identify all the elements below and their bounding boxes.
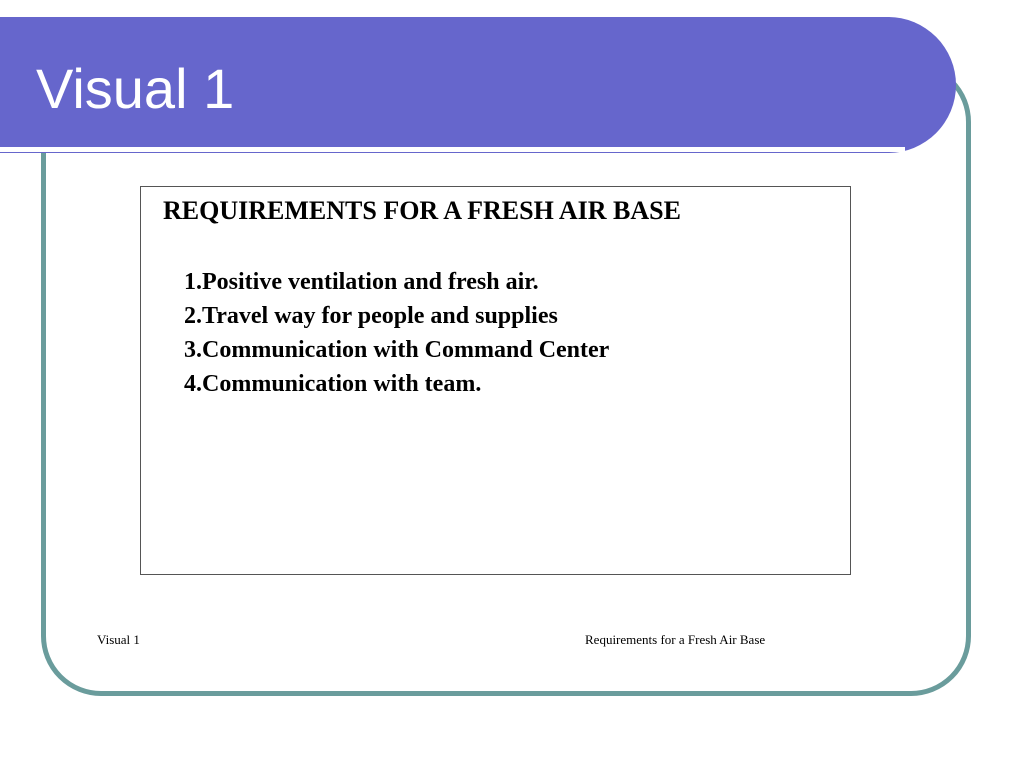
footer-left-text: Visual 1 [97,632,140,647]
requirement-item: 1.Positive ventilation and fresh air. [184,269,539,295]
requirements-list [184,265,609,401]
footer-right-text: Requirements for a Fresh Air Base [585,632,766,647]
title-bar [0,17,956,153]
requirement-item: 2.Travel way for people and supplies [184,303,558,329]
title-underline [0,147,905,152]
requirement-item: 3.Communication with Command Center [184,337,610,363]
slide-title: Visual 1 [36,57,235,120]
requirements-box [140,186,851,575]
requirement-item: 4.Communication with team. [184,371,482,397]
requirements-heading: REQUIREMENTS FOR A FRESH AIR BASE [163,196,681,225]
